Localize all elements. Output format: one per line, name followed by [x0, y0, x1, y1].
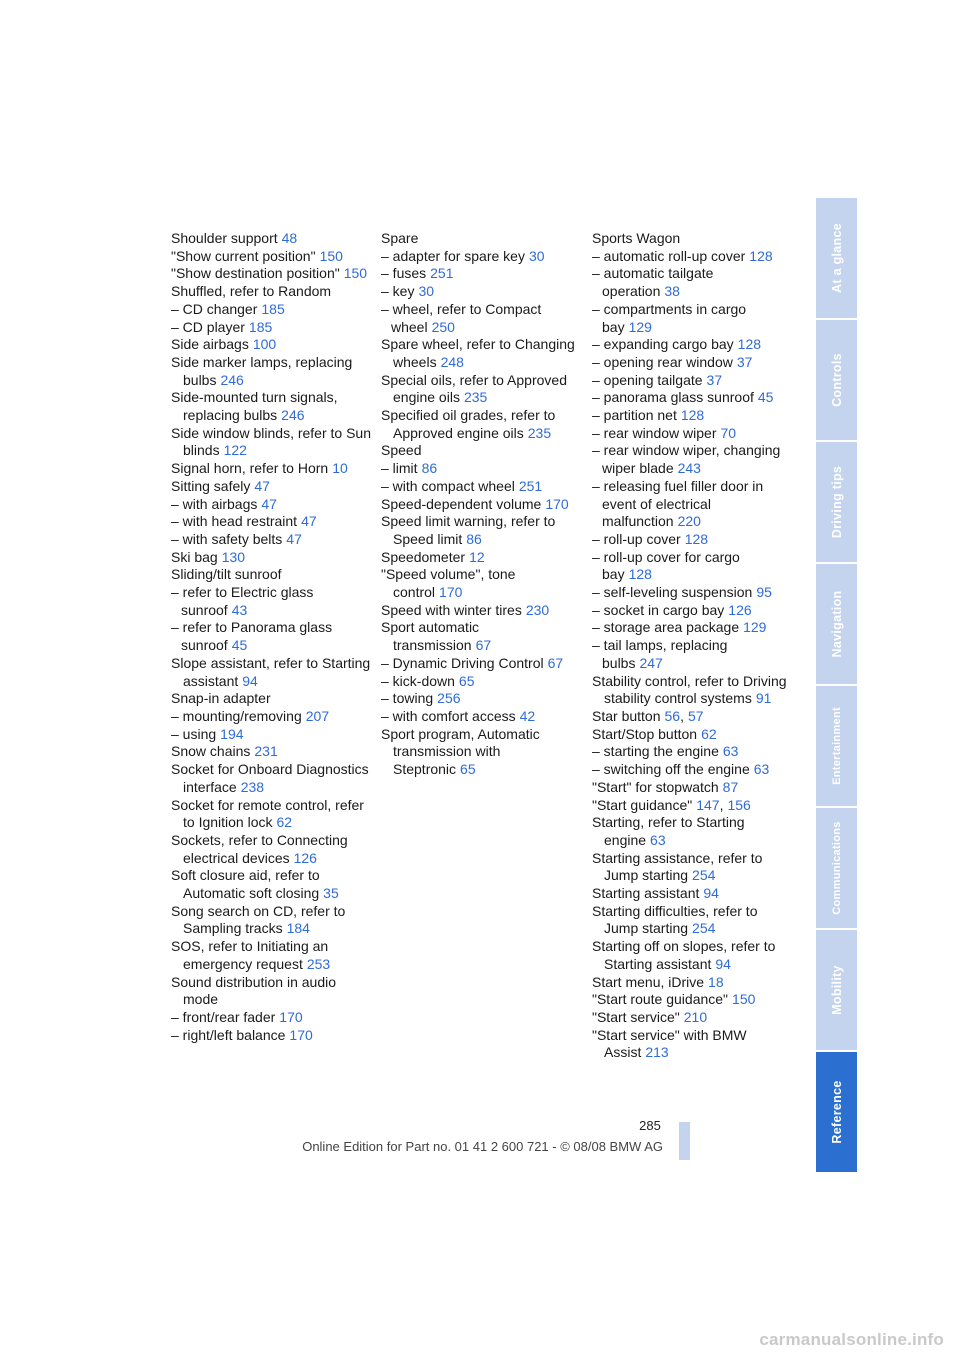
index-entry — [171, 938, 371, 973]
entry-text: "Speed volume", tone control — [381, 566, 516, 601]
page-reference-link[interactable]: 67 — [547, 654, 564, 671]
index-subentry — [592, 372, 792, 390]
page-reference-link[interactable]: 251 — [518, 477, 543, 494]
index-entry — [171, 460, 371, 478]
entry-text: – rear window wiper, changing wiper blade — [592, 442, 781, 477]
entry-text: – automatic tailgate operation — [592, 265, 714, 300]
index-entry — [592, 991, 792, 1009]
tab-label: Controls — [829, 353, 844, 407]
entry-text: Spare — [381, 230, 419, 246]
entry-text: – towing — [381, 690, 434, 707]
page-reference-link[interactable]: 62 — [276, 814, 293, 831]
index-entry — [171, 230, 371, 248]
page-reference-link[interactable]: 170 — [279, 1008, 303, 1025]
index-entry — [381, 336, 581, 371]
page-reference-link[interactable]: 100 — [252, 336, 277, 353]
entry-text: Shuffled, refer to Random — [171, 283, 332, 300]
entry-text: Soft closure aid, refer to Automatic soft closing — [171, 867, 320, 902]
page-reference-link[interactable]: 243 — [677, 460, 701, 477]
entry-text: Spare wheel, refer to Changing wheels — [381, 336, 575, 370]
entry-text: – adapter for spare key — [381, 247, 525, 264]
footer-bar — [679, 1122, 690, 1160]
entry-text: – expanding cargo bay — [592, 336, 734, 353]
index-entry — [171, 797, 371, 832]
entry-text: – automatic roll-up cover — [592, 247, 746, 264]
entry-text: Speed — [381, 442, 422, 459]
page-reference-link[interactable]: 87 — [722, 778, 739, 795]
tab-label: At a glance — [829, 223, 844, 293]
index-subentry — [592, 336, 792, 354]
entry-text: – self-leveling suspension — [592, 584, 753, 601]
index-subentry — [592, 531, 792, 549]
entry-text: – refer to Panorama glass sunroof — [171, 619, 333, 654]
entry-text: – kick-down — [381, 672, 455, 689]
index-subentry — [381, 655, 581, 673]
page-reference-link[interactable]: 170 — [545, 495, 569, 512]
index-subentry — [592, 389, 792, 407]
index-subentry — [592, 248, 792, 266]
page-reference-link[interactable]: 35 — [323, 885, 339, 902]
page-reference-link[interactable]: 185 — [261, 300, 285, 317]
page-reference-link[interactable]: 45 — [231, 637, 248, 654]
tab-label: Driving tips — [829, 465, 844, 539]
page-reference-link[interactable]: 95 — [756, 584, 772, 601]
entry-text: Side marker lamps, replacing bulbs — [171, 353, 353, 388]
page-reference-link[interactable]: 67 — [475, 637, 492, 654]
entry-text: Sockets, refer to Connecting electrical devices — [171, 831, 348, 866]
entry-text: – switching off the engine — [592, 761, 750, 778]
entry-text: – with airbags — [171, 495, 258, 512]
index-subentry — [171, 496, 371, 514]
entry-text: – key — [381, 283, 415, 300]
entry-text: – partition net — [592, 407, 677, 424]
page-reference-link[interactable]: 128 — [737, 336, 762, 353]
entry-text: Start menu, iDrive — [592, 973, 705, 990]
page-reference-link[interactable]: 63 — [753, 761, 770, 778]
page-reference-link[interactable]: 47 — [301, 513, 317, 530]
entry-text: – fuses — [381, 265, 427, 282]
page-reference-link[interactable]: 42 — [519, 707, 536, 724]
entry-text: Side-mounted turn signals, replacing bulbs — [171, 389, 338, 424]
entry-text: – limit — [381, 460, 418, 477]
entry-text: Special oils, refer to Approved engine oils — [381, 371, 567, 406]
entry-text: – opening rear window — [592, 353, 733, 370]
entry-text: – releasing fuel filler door in event of electrical malfunction — [592, 477, 764, 530]
index-entry — [381, 407, 581, 442]
entry-text: – right/left balance — [171, 1026, 286, 1043]
page-reference-link[interactable]: 43 — [231, 601, 248, 618]
entry-text: Star button — [592, 707, 661, 724]
page-reference-link[interactable]: 128 — [749, 247, 773, 264]
entry-text: – mounting/removing — [171, 707, 302, 724]
index-subentry — [381, 248, 581, 266]
index-entry — [592, 230, 792, 248]
entry-text: Sound distribution in audio mode — [171, 973, 337, 1008]
entry-text: Signal horn, refer to Horn — [171, 460, 329, 477]
page-reference-link[interactable]: 130 — [221, 548, 246, 565]
page-reference-link[interactable]: 57 — [687, 707, 704, 724]
entry-text: – storage area package — [592, 619, 740, 636]
index-subentry — [592, 761, 792, 779]
entry-text: – CD player — [171, 318, 245, 335]
page-reference-link[interactable]: 65 — [458, 672, 475, 689]
entry-text: – Dynamic Driving Control — [381, 654, 544, 671]
page-reference-link[interactable]: 210 — [683, 1008, 708, 1025]
index-subentry — [592, 584, 792, 602]
index-subentry — [592, 301, 792, 336]
index-entry — [592, 673, 792, 708]
page-reference-link[interactable]: 94 — [242, 672, 258, 689]
index-subentry — [171, 708, 371, 726]
page-reference-link[interactable]: 10 — [332, 460, 348, 477]
index-subentry — [592, 442, 792, 477]
index-entry — [171, 248, 371, 266]
entry-text: "Show destination position" — [171, 265, 340, 282]
page-reference-link[interactable]: 238 — [240, 778, 265, 795]
entry-text: Ski bag — [171, 548, 218, 565]
entry-text: – opening tailgate — [592, 371, 703, 388]
index-entry — [171, 389, 371, 424]
page-reference-link[interactable]: 62 — [701, 725, 717, 742]
tab-navigation[interactable] — [816, 564, 857, 684]
page-reference-link[interactable]: 63 — [722, 743, 739, 760]
index-subentry — [592, 743, 792, 761]
entry-text: – socket in cargo bay — [592, 601, 725, 618]
page-reference-link[interactable]: 150 — [319, 247, 343, 264]
page-reference-link[interactable]: 94 — [715, 955, 731, 972]
index-column-3 — [592, 230, 792, 1062]
page-reference-link[interactable]: 47 — [254, 477, 270, 494]
page-reference-link[interactable]: 38 — [664, 283, 680, 300]
index-entry — [592, 814, 792, 849]
page-reference-link[interactable]: 170 — [439, 584, 463, 601]
page-reference-link[interactable]: 12 — [469, 548, 485, 565]
page-reference-link[interactable]: 256 — [437, 690, 461, 707]
entry-text: Starting assistance, refer to Jump starting — [592, 849, 763, 884]
page-reference-link[interactable]: 63 — [650, 831, 666, 848]
index-entry — [592, 1027, 792, 1062]
index-entry — [171, 549, 371, 567]
page-number: 285 — [639, 1118, 661, 1133]
index-subentry — [381, 708, 581, 726]
index-subentry — [381, 301, 581, 336]
entry-text: Sport program, Automatic transmission with Steptronic — [381, 725, 540, 778]
entry-text: Sports Wagon — [592, 230, 681, 246]
index-subentry — [592, 407, 792, 425]
index-column-1 — [171, 230, 371, 1044]
page-reference-link[interactable]: 253 — [306, 955, 331, 972]
tab-label: Reference — [829, 1080, 844, 1144]
index-entry — [171, 974, 371, 1009]
page-reference-link[interactable]: 185 — [248, 318, 273, 335]
page-reference-link[interactable]: 184 — [286, 920, 310, 937]
index-entry — [592, 938, 792, 973]
tab-label: Entertainment — [830, 707, 843, 785]
index-subentry — [381, 265, 581, 283]
section-tabs — [816, 198, 857, 1174]
index-entry — [592, 974, 792, 992]
page-reference-link[interactable]: 129 — [743, 619, 767, 636]
page-reference-link[interactable]: 235 — [463, 389, 488, 406]
entry-text: – starting the engine — [592, 743, 719, 760]
index-entry — [381, 496, 581, 514]
entry-text: Slope assistant, refer to Starting assistant — [171, 654, 371, 689]
index-entry — [171, 761, 371, 796]
index-subentry — [592, 354, 792, 372]
watermark: carmanualsonline.info — [759, 1330, 944, 1349]
index-entry — [171, 425, 371, 460]
page-reference-link[interactable]: 30 — [528, 247, 545, 264]
index-entry — [381, 549, 581, 567]
entry-text: SOS, refer to Initiating an emergency request — [171, 938, 329, 972]
index-entry — [592, 1009, 792, 1027]
entry-text: – refer to Electric glass sunroof — [171, 584, 314, 618]
entry-text: "Start" for stopwatch — [592, 778, 719, 795]
page-reference-link[interactable]: 128 — [680, 407, 705, 424]
index-subentry — [592, 478, 792, 531]
page-reference-link[interactable]: 248 — [440, 353, 464, 370]
page-reference-link[interactable]: 47 — [286, 530, 302, 547]
page-reference-link[interactable]: 128 — [628, 566, 652, 583]
page-reference-link[interactable]: 170 — [289, 1026, 313, 1043]
index-entry — [592, 850, 792, 885]
entry-text: Stability control, refer to Driving stability control systems — [592, 672, 787, 707]
index-subentry — [171, 319, 371, 337]
entry-text: Sliding/tilt sunroof — [171, 566, 282, 583]
entry-text: "Start guidance" — [592, 796, 693, 813]
page-reference-link[interactable]: 156 — [727, 796, 751, 813]
page-reference-link[interactable]: 128 — [684, 530, 709, 547]
page-reference-link[interactable]: 126 — [728, 601, 752, 618]
index-subentry — [381, 283, 581, 301]
entry-text: – CD changer — [171, 300, 258, 317]
index-subentry — [592, 425, 792, 443]
page-reference-link[interactable]: 254 — [692, 920, 716, 937]
index-subentry — [171, 513, 371, 531]
entry-text: "Start route guidance" — [592, 991, 729, 1008]
page-reference-link[interactable]: 213 — [645, 1044, 669, 1061]
tab-label: Communications — [830, 821, 843, 915]
index-entry — [171, 354, 371, 389]
index-entry — [171, 283, 371, 301]
page-reference-link[interactable]: 246 — [281, 407, 305, 424]
index-entry — [592, 903, 792, 938]
page-reference-link[interactable]: 122 — [223, 442, 247, 459]
tab-entertainment[interactable] — [816, 686, 857, 806]
entry-text: – with compact wheel — [381, 477, 515, 494]
entry-text: Side airbags — [171, 336, 249, 353]
page-reference-link[interactable]: 18 — [708, 973, 724, 990]
index-entry — [171, 566, 371, 584]
page-reference-link[interactable]: 37 — [736, 353, 753, 370]
index-subentry — [381, 460, 581, 478]
footer-text: Online Edition for Part no. 01 41 2 600 721 - © 08/08 BMW AG — [302, 1139, 663, 1154]
index-entry — [171, 832, 371, 867]
index-subentry — [171, 531, 371, 549]
index-entry — [171, 903, 371, 938]
index-entry — [171, 478, 371, 496]
index-entry — [171, 336, 371, 354]
tab-at-a-glance[interactable] — [816, 198, 857, 318]
page-reference-link[interactable]: 37 — [706, 371, 723, 388]
entry-text: – front/rear fader — [171, 1008, 276, 1025]
index-subentry — [592, 602, 792, 620]
entry-text: "Start service" — [592, 1008, 680, 1025]
entry-text: – roll-up cover — [592, 530, 681, 547]
page-reference-link[interactable]: 246 — [220, 371, 244, 388]
index-entry: Star button 56, 57 — [592, 707, 704, 724]
entry-text: Starting, refer to Starting engine — [592, 814, 745, 848]
entry-text: Speed-dependent volume — [381, 495, 542, 512]
tab-reference[interactable] — [816, 1052, 857, 1172]
index-entry — [381, 726, 581, 779]
entry-text: Side window blinds, refer to Sun blinds — [171, 424, 371, 459]
index-entry — [171, 690, 371, 708]
page-reference-link[interactable]: 86 — [466, 530, 482, 547]
entry-text: Shoulder support — [171, 230, 278, 246]
entry-text: – rear window wiper — [592, 424, 717, 441]
page-reference-link[interactable]: 91 — [755, 690, 772, 707]
index-subentry — [381, 690, 581, 708]
page-reference-link[interactable]: 230 — [525, 601, 550, 618]
page-reference-link[interactable]: 247 — [639, 654, 663, 671]
index-entry — [381, 513, 581, 548]
entry-text: – wheel, refer to Compact wheel — [381, 300, 542, 335]
index-entry — [592, 885, 792, 903]
page-reference-link[interactable]: 94 — [703, 885, 719, 902]
entry-text: – panorama glass sunroof — [592, 389, 754, 406]
entry-text: – roll-up cover for cargo bay — [592, 548, 740, 583]
entry-text: – with head restraint — [171, 513, 298, 530]
index-subentry — [171, 619, 371, 654]
page-reference-link[interactable]: 86 — [421, 460, 438, 477]
page-reference-link[interactable]: 45 — [757, 389, 774, 406]
page-reference-link[interactable]: 251 — [430, 265, 454, 282]
index-entry — [592, 779, 792, 797]
index-subentry — [171, 1027, 371, 1045]
page-reference-link[interactable]: 147 — [696, 796, 720, 813]
entry-text: Speed limit warning, refer to Speed limit — [381, 513, 556, 547]
page-reference-link[interactable]: 220 — [677, 513, 701, 530]
index-entry — [592, 726, 792, 744]
tab-mobility[interactable] — [816, 930, 857, 1050]
entry-text: Speedometer — [381, 548, 466, 565]
index-entry — [171, 743, 371, 761]
index-subentry — [381, 478, 581, 496]
index-entry — [381, 602, 581, 620]
entry-text: Start/Stop button — [592, 725, 698, 742]
page-reference-link[interactable]: 47 — [261, 495, 277, 512]
index-entry — [381, 619, 581, 654]
tab-driving-tips[interactable] — [816, 442, 857, 562]
index-entry — [381, 566, 581, 601]
page-reference-link[interactable]: 126 — [293, 849, 317, 866]
page-reference-link[interactable]: 56 — [664, 707, 681, 724]
index-subentry — [171, 726, 371, 744]
index-subentry — [171, 584, 371, 619]
entry-text: Sport automatic transmission — [381, 619, 480, 654]
index-entry — [171, 867, 371, 902]
index-subentry — [171, 1009, 371, 1027]
index-subentry — [592, 619, 792, 637]
page-reference-link[interactable]: 194 — [220, 725, 244, 742]
tab-controls[interactable] — [816, 320, 857, 440]
index-subentry — [171, 301, 371, 319]
entry-text: Socket for Onboard Diagnostics interface — [171, 761, 369, 795]
page-reference-link[interactable]: 30 — [418, 283, 435, 300]
index-entry — [171, 265, 371, 283]
index-entry — [171, 655, 371, 690]
tab-label: Navigation — [829, 590, 844, 658]
page-reference-link[interactable]: 129 — [628, 318, 652, 335]
entry-text: "Show current position" — [171, 247, 316, 264]
index-column-2 — [381, 230, 581, 779]
index-subentry — [592, 637, 792, 672]
entry-text: Snow chains — [171, 743, 251, 760]
tab-communications[interactable] — [816, 808, 857, 928]
page-reference-link[interactable]: 150 — [343, 265, 368, 282]
entry-text: Specified oil grades, refer to Approved engine oils — [381, 407, 556, 441]
entry-text: – using — [171, 725, 217, 742]
page-reference-link[interactable]: 231 — [254, 743, 278, 760]
entry-text: Starting off on slopes, refer to Starting assistant — [592, 938, 776, 972]
index-entry — [381, 372, 581, 407]
entry-text: – compartments in cargo bay — [592, 300, 747, 335]
index-subentry — [381, 673, 581, 691]
index-subentry — [592, 549, 792, 584]
page-reference-link[interactable]: 254 — [692, 867, 716, 884]
entry-text: Starting difficulties, refer to Jump starting — [592, 902, 758, 937]
tab-label: Mobility — [829, 965, 844, 1015]
index-entry: "Start guidance" 147, 156 — [592, 796, 751, 813]
entry-text: Snap-in adapter — [171, 690, 271, 707]
index-subentry — [592, 265, 792, 300]
page-reference-link[interactable]: 235 — [527, 424, 552, 441]
page-reference-link[interactable]: 207 — [305, 707, 330, 724]
entry-text: Starting assistant — [592, 885, 700, 902]
entry-text: – with safety belts — [171, 530, 283, 547]
entry-text: – with comfort access — [381, 707, 516, 724]
page-reference-link[interactable]: 65 — [460, 761, 476, 778]
entry-text: – tail lamps, replacing bulbs — [592, 637, 728, 671]
entry-text: "Start service" with BMW Assist — [592, 1026, 747, 1061]
entry-text: Socket for remote control, refer to Ignition lock — [171, 796, 364, 831]
page-reference-link[interactable]: 150 — [732, 991, 756, 1008]
index-entry — [381, 230, 581, 248]
page-reference-link[interactable]: 48 — [281, 230, 298, 246]
page-reference-link[interactable]: 250 — [431, 318, 455, 335]
index-entry — [381, 442, 581, 460]
entry-text: Speed with winter tires — [381, 601, 522, 618]
page-reference-link[interactable]: 70 — [720, 424, 737, 441]
entry-text: Song search on CD, refer to Sampling tracks — [171, 902, 346, 937]
entry-text: Sitting safely — [171, 477, 251, 494]
